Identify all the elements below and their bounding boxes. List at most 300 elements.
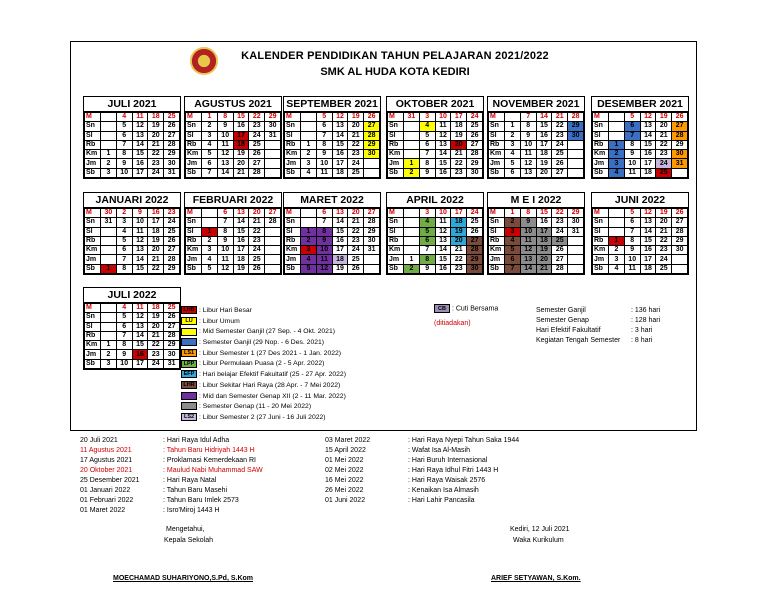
day-cell: 24 xyxy=(148,359,164,368)
month-7 xyxy=(184,192,282,275)
day-label: Jm xyxy=(388,255,404,264)
cuti-swatch: CB xyxy=(434,304,450,313)
day-cell: 4 xyxy=(609,264,625,273)
day-cell: 14 xyxy=(640,131,656,140)
day-cell: 25 xyxy=(656,168,672,177)
legend-swatch: LPP xyxy=(181,360,197,368)
legend xyxy=(181,306,421,424)
day-label: Rb xyxy=(593,140,609,149)
day-cell: 9 xyxy=(624,246,640,255)
day-cell: 12 xyxy=(640,113,656,122)
day-cell: 27 xyxy=(552,168,568,177)
day-cell: 18 xyxy=(148,113,164,122)
day-cell: 15 xyxy=(640,236,656,245)
cuti-note: (ditiadakan) xyxy=(434,320,471,327)
day-cell: 20 xyxy=(536,255,552,264)
day-label: Jm xyxy=(489,255,505,264)
day-cell: 13 xyxy=(520,168,536,177)
day-cell: 10 xyxy=(520,140,536,149)
day-cell: 28 xyxy=(672,227,688,236)
semester-value: : 3 hari xyxy=(631,327,653,334)
legend-item xyxy=(181,338,421,349)
holiday-date: 02 Mei 2022 xyxy=(325,467,364,474)
day-cell: 15 xyxy=(536,122,552,131)
day-cell: 4 xyxy=(202,255,218,264)
day-cell: 26 xyxy=(164,236,180,245)
holiday-row xyxy=(325,436,565,446)
day-cell: 7 xyxy=(624,227,640,236)
day-cell: 10 xyxy=(435,113,451,122)
semester-row xyxy=(536,316,696,326)
day-cell: 31 xyxy=(364,246,380,255)
day-cell: 26 xyxy=(249,264,265,273)
legend-swatch xyxy=(181,338,197,346)
holiday-date: 03 Maret 2022 xyxy=(325,437,371,444)
day-cell: 28 xyxy=(364,218,380,227)
holiday-date: 16 Mei 2022 xyxy=(325,477,364,484)
day-cell: 26 xyxy=(164,122,180,131)
day-cell xyxy=(404,218,420,227)
day-label: Sn xyxy=(285,218,301,227)
day-cell: 16 xyxy=(332,150,348,159)
day-cell: 20 xyxy=(148,131,164,140)
day-label: Km xyxy=(85,150,101,159)
day-cell: 13 xyxy=(233,209,249,218)
day-cell: 30 xyxy=(672,246,688,255)
day-cell: 8 xyxy=(316,227,332,236)
day-cell: 18 xyxy=(233,255,249,264)
day-cell: 3 xyxy=(101,359,117,368)
day-label: Rb xyxy=(489,236,505,245)
day-cell: 27 xyxy=(265,209,281,218)
day-cell: 22 xyxy=(148,341,164,350)
day-cell: 22 xyxy=(249,227,265,236)
day-cell: 10 xyxy=(316,246,332,255)
day-cell xyxy=(101,113,117,122)
day-cell: 3 xyxy=(101,168,117,177)
holiday-name: : Hari Raya Nyepi Tahun Saka 1944 xyxy=(408,437,520,444)
day-cell: 6 xyxy=(505,255,521,264)
day-label: Km xyxy=(593,150,609,159)
day-cell: 6 xyxy=(217,209,233,218)
day-cell: 20 xyxy=(348,209,364,218)
day-cell: 17 xyxy=(640,159,656,168)
day-cell: 26 xyxy=(552,246,568,255)
day-cell: 17 xyxy=(640,255,656,264)
day-cell: 6 xyxy=(116,246,132,255)
day-cell: 8 xyxy=(116,150,132,159)
day-cell: 15 xyxy=(132,150,148,159)
day-cell: 31 xyxy=(265,131,281,140)
day-cell: 7 xyxy=(116,331,132,340)
day-cell: 23 xyxy=(552,218,568,227)
day-cell: 16 xyxy=(233,122,249,131)
day-cell: 13 xyxy=(332,209,348,218)
day-cell: 31 xyxy=(101,218,117,227)
day-cell: 28 xyxy=(164,331,180,340)
day-cell: 25 xyxy=(249,140,265,149)
day-cell xyxy=(265,168,281,177)
day-cell: 23 xyxy=(164,209,180,218)
day-label: Jm xyxy=(85,255,101,264)
day-label: Jm xyxy=(85,159,101,168)
day-cell xyxy=(404,236,420,245)
legend-swatch: LS2 xyxy=(181,413,197,421)
day-cell: 30 xyxy=(672,150,688,159)
day-cell xyxy=(672,255,688,264)
day-cell: 6 xyxy=(116,322,132,331)
day-cell: 1 xyxy=(101,264,117,273)
day-label: Rb xyxy=(593,236,609,245)
day-label: Sn xyxy=(388,218,404,227)
day-cell xyxy=(609,218,625,227)
day-cell: 10 xyxy=(116,359,132,368)
sign-right-name: ARIEF SETYAWAN, S.Kom. xyxy=(491,575,581,582)
day-cell xyxy=(265,159,281,168)
holiday-date: 01 Februari 2022 xyxy=(80,497,134,504)
holiday-name: : Isro'Miroj 1443 H xyxy=(163,507,220,514)
day-cell: 7 xyxy=(419,150,435,159)
holiday-row xyxy=(80,476,320,486)
day-cell: 12 xyxy=(217,264,233,273)
day-label: M xyxy=(186,209,202,218)
day-cell: 24 xyxy=(656,159,672,168)
day-cell: 14 xyxy=(233,218,249,227)
day-cell: 10 xyxy=(116,168,132,177)
day-cell: 8 xyxy=(520,209,536,218)
day-cell: 2 xyxy=(609,246,625,255)
day-cell: 19 xyxy=(233,150,249,159)
day-cell: 28 xyxy=(249,168,265,177)
day-cell: 16 xyxy=(536,218,552,227)
day-cell xyxy=(609,122,625,131)
day-cell: 31 xyxy=(164,168,180,177)
day-label: Jm xyxy=(285,159,301,168)
month-11 xyxy=(591,192,689,275)
day-label: Rb xyxy=(186,236,202,245)
day-cell: 2 xyxy=(101,159,117,168)
day-cell: 25 xyxy=(164,227,180,236)
month-8 xyxy=(283,192,381,275)
day-cell xyxy=(101,122,117,131)
day-cell: 1 xyxy=(202,227,218,236)
day-cell: 20 xyxy=(249,209,265,218)
day-cell: 16 xyxy=(435,168,451,177)
legend-text: : Semester Ganjil (29 Nop. - 6 Des. 2021) xyxy=(199,339,325,347)
month-table xyxy=(185,208,281,274)
day-cell: 22 xyxy=(552,209,568,218)
day-label: Sl xyxy=(285,227,301,236)
day-cell: 12 xyxy=(332,113,348,122)
day-cell: 26 xyxy=(249,150,265,159)
day-cell: 6 xyxy=(505,168,521,177)
day-cell: 20 xyxy=(233,159,249,168)
day-label: Rb xyxy=(85,331,101,340)
day-cell: 19 xyxy=(148,122,164,131)
holiday-list-left xyxy=(80,436,320,516)
day-cell: 13 xyxy=(217,159,233,168)
day-cell xyxy=(101,313,117,322)
semester-label: Semester Ganjil xyxy=(536,307,586,314)
day-cell xyxy=(505,113,521,122)
day-cell: 29 xyxy=(568,122,584,131)
holiday-date: 01 Januari 2022 xyxy=(80,487,131,494)
day-cell xyxy=(101,140,117,149)
day-cell: 4 xyxy=(116,227,132,236)
day-cell: 13 xyxy=(132,322,148,331)
day-cell: 16 xyxy=(640,246,656,255)
month-table xyxy=(185,112,281,178)
holiday-row xyxy=(80,456,320,466)
day-cell: 26 xyxy=(467,227,483,236)
day-cell: 13 xyxy=(640,218,656,227)
day-cell: 15 xyxy=(233,227,249,236)
day-cell: 16 xyxy=(536,131,552,140)
day-cell: 28 xyxy=(164,140,180,149)
day-cell: 20 xyxy=(451,140,467,149)
day-cell: 18 xyxy=(332,168,348,177)
holiday-row xyxy=(80,466,320,476)
day-label: Sb xyxy=(593,168,609,177)
day-cell: 30 xyxy=(568,131,584,140)
day-cell: 17 xyxy=(148,218,164,227)
day-cell: 30 xyxy=(265,122,281,131)
day-cell: 5 xyxy=(505,246,521,255)
day-cell: 12 xyxy=(132,122,148,131)
day-cell: 17 xyxy=(332,246,348,255)
holiday-row xyxy=(80,496,320,506)
holiday-date: 26 Mei 2022 xyxy=(325,487,364,494)
day-label: Km xyxy=(388,150,404,159)
day-cell: 16 xyxy=(148,209,164,218)
day-cell: 21 xyxy=(148,140,164,149)
legend-text: : Libur Umum xyxy=(199,317,240,325)
day-cell: 31 xyxy=(568,227,584,236)
day-label: Rb xyxy=(489,140,505,149)
day-cell: 14 xyxy=(435,246,451,255)
day-cell: 7 xyxy=(624,131,640,140)
day-cell: 25 xyxy=(348,255,364,264)
day-cell: 4 xyxy=(301,168,317,177)
day-cell: 2 xyxy=(609,150,625,159)
day-cell: 6 xyxy=(419,140,435,149)
day-cell: 5 xyxy=(202,150,218,159)
day-label: M xyxy=(489,113,505,122)
day-cell: 3 xyxy=(116,218,132,227)
day-cell: 21 xyxy=(451,150,467,159)
day-label: Sb xyxy=(489,168,505,177)
day-cell: 23 xyxy=(348,236,364,245)
day-cell: 12 xyxy=(435,227,451,236)
day-cell: 20 xyxy=(148,322,164,331)
month-table xyxy=(488,208,584,274)
day-cell: 11 xyxy=(435,218,451,227)
holiday-name: : Tahun Baru Masehi xyxy=(163,487,228,494)
month-4 xyxy=(487,96,585,179)
day-cell: 20 xyxy=(536,168,552,177)
day-cell: 5 xyxy=(505,159,521,168)
day-label: Sb xyxy=(85,359,101,368)
day-cell: 27 xyxy=(364,209,380,218)
day-label: Sn xyxy=(285,122,301,131)
day-cell: 21 xyxy=(656,227,672,236)
day-cell: 2 xyxy=(505,131,521,140)
day-cell: 12 xyxy=(132,236,148,245)
day-cell: 4 xyxy=(505,150,521,159)
day-cell: 29 xyxy=(467,255,483,264)
day-label: Km xyxy=(285,150,301,159)
holiday-name: : Hari Buruh Internasional xyxy=(408,457,488,464)
legend-item xyxy=(181,402,421,413)
day-cell xyxy=(404,122,420,131)
day-cell: 29 xyxy=(467,159,483,168)
day-label: Km xyxy=(186,150,202,159)
day-cell: 29 xyxy=(568,209,584,218)
semester-label: Hari Efektif Fakultatif xyxy=(536,327,601,334)
day-cell: 13 xyxy=(435,236,451,245)
day-cell: 23 xyxy=(148,350,164,359)
day-cell xyxy=(568,150,584,159)
day-cell: 1 xyxy=(404,159,420,168)
day-cell: 14 xyxy=(132,255,148,264)
day-cell: 27 xyxy=(364,122,380,131)
day-cell: 4 xyxy=(419,218,435,227)
day-label: Sb xyxy=(186,168,202,177)
semester-label: Kegiatan Tengah Semester xyxy=(536,337,621,344)
day-cell: 9 xyxy=(419,264,435,273)
holiday-date: 17 Agustus 2021 xyxy=(80,457,133,464)
legend-swatch: LHB xyxy=(181,306,197,314)
day-cell: 24 xyxy=(249,246,265,255)
day-label: Km xyxy=(85,246,101,255)
day-cell: 14 xyxy=(640,227,656,236)
semester-summary xyxy=(536,306,696,346)
day-cell: 20 xyxy=(148,246,164,255)
day-cell: 5 xyxy=(624,209,640,218)
day-cell: 18 xyxy=(640,264,656,273)
legend-text: : Mid Semester Ganjil (27 Sep. - 4 Okt. 2021) xyxy=(199,328,335,336)
day-cell xyxy=(265,255,281,264)
day-cell: 26 xyxy=(672,209,688,218)
month-name: JANUARI 2022 xyxy=(84,193,180,208)
day-cell: 15 xyxy=(640,140,656,149)
month-table xyxy=(387,112,483,178)
day-cell: 2 xyxy=(301,236,317,245)
day-cell: 31 xyxy=(164,359,180,368)
month-table xyxy=(387,208,483,274)
day-label: Sl xyxy=(186,131,202,140)
legend-swatch xyxy=(181,392,197,400)
day-cell: 23 xyxy=(148,159,164,168)
day-cell: 11 xyxy=(624,264,640,273)
day-cell: 24 xyxy=(148,168,164,177)
month-name: JULI 2022 xyxy=(84,288,180,303)
legend-item xyxy=(181,359,421,370)
school-name: SMK AL HUDA KOTA KEDIRI xyxy=(320,66,470,78)
holiday-name: : Hari Raya Idul Adha xyxy=(163,437,230,444)
day-cell xyxy=(404,140,420,149)
day-cell: 2 xyxy=(301,150,317,159)
day-cell: 24 xyxy=(348,246,364,255)
day-cell: 3 xyxy=(202,246,218,255)
legend-swatch xyxy=(181,402,197,410)
day-cell xyxy=(101,255,117,264)
day-label: Km xyxy=(593,246,609,255)
day-cell: 30 xyxy=(164,350,180,359)
day-label: Rb xyxy=(388,140,404,149)
day-cell: 17 xyxy=(332,159,348,168)
day-cell: 20 xyxy=(656,122,672,131)
day-cell: 1 xyxy=(202,113,218,122)
day-cell: 7 xyxy=(419,246,435,255)
day-cell: 3 xyxy=(505,140,521,149)
day-label: M xyxy=(489,209,505,218)
day-label: Sb xyxy=(285,168,301,177)
day-cell: 5 xyxy=(116,122,132,131)
day-cell: 11 xyxy=(520,236,536,245)
day-cell: 15 xyxy=(132,264,148,273)
day-cell: 2 xyxy=(202,236,218,245)
holiday-row xyxy=(325,476,565,486)
day-cell xyxy=(202,209,218,218)
day-cell: 13 xyxy=(520,255,536,264)
day-label: Sn xyxy=(85,313,101,322)
day-cell: 17 xyxy=(132,168,148,177)
month-12 xyxy=(83,287,181,370)
month-0 xyxy=(83,96,181,179)
day-cell xyxy=(568,159,584,168)
day-label: Km xyxy=(285,246,301,255)
holiday-row xyxy=(325,446,565,456)
day-cell: 10 xyxy=(624,159,640,168)
day-cell: 31 xyxy=(404,113,420,122)
day-cell: 9 xyxy=(116,350,132,359)
month-table xyxy=(84,112,180,178)
day-cell xyxy=(568,264,584,273)
day-cell: 18 xyxy=(233,140,249,149)
month-5 xyxy=(591,96,689,179)
day-cell: 8 xyxy=(116,264,132,273)
day-label: Rb xyxy=(186,140,202,149)
day-label: Sn xyxy=(489,218,505,227)
legend-text: : Libur Permulaan Puasa (2 - 5 Apr. 2022) xyxy=(199,360,325,368)
day-cell: 18 xyxy=(332,255,348,264)
day-cell: 19 xyxy=(148,313,164,322)
day-cell: 25 xyxy=(164,113,180,122)
legend-text: : Libur Hari Besar xyxy=(199,307,252,314)
day-cell: 5 xyxy=(116,236,132,245)
day-cell: 26 xyxy=(364,113,380,122)
day-cell: 6 xyxy=(316,209,332,218)
day-cell: 21 xyxy=(233,168,249,177)
day-label: Sl xyxy=(593,131,609,140)
holiday-row xyxy=(325,456,565,466)
day-cell: 1 xyxy=(101,150,117,159)
sign-left-name: MOECHAMAD SUHARIYONO,S.Pd, S.Kom xyxy=(113,575,254,582)
day-cell: 31 xyxy=(672,159,688,168)
legend-text: : Semester Genap (11 - 20 Mei 2022) xyxy=(199,403,312,411)
day-cell: 12 xyxy=(316,264,332,273)
holiday-row xyxy=(325,496,565,506)
day-cell: 11 xyxy=(316,168,332,177)
day-cell: 21 xyxy=(656,131,672,140)
day-cell: 18 xyxy=(148,304,164,313)
day-cell xyxy=(101,322,117,331)
day-cell: 2 xyxy=(101,350,117,359)
day-cell: 16 xyxy=(332,236,348,245)
day-cell: 6 xyxy=(202,159,218,168)
day-label: Sl xyxy=(85,227,101,236)
